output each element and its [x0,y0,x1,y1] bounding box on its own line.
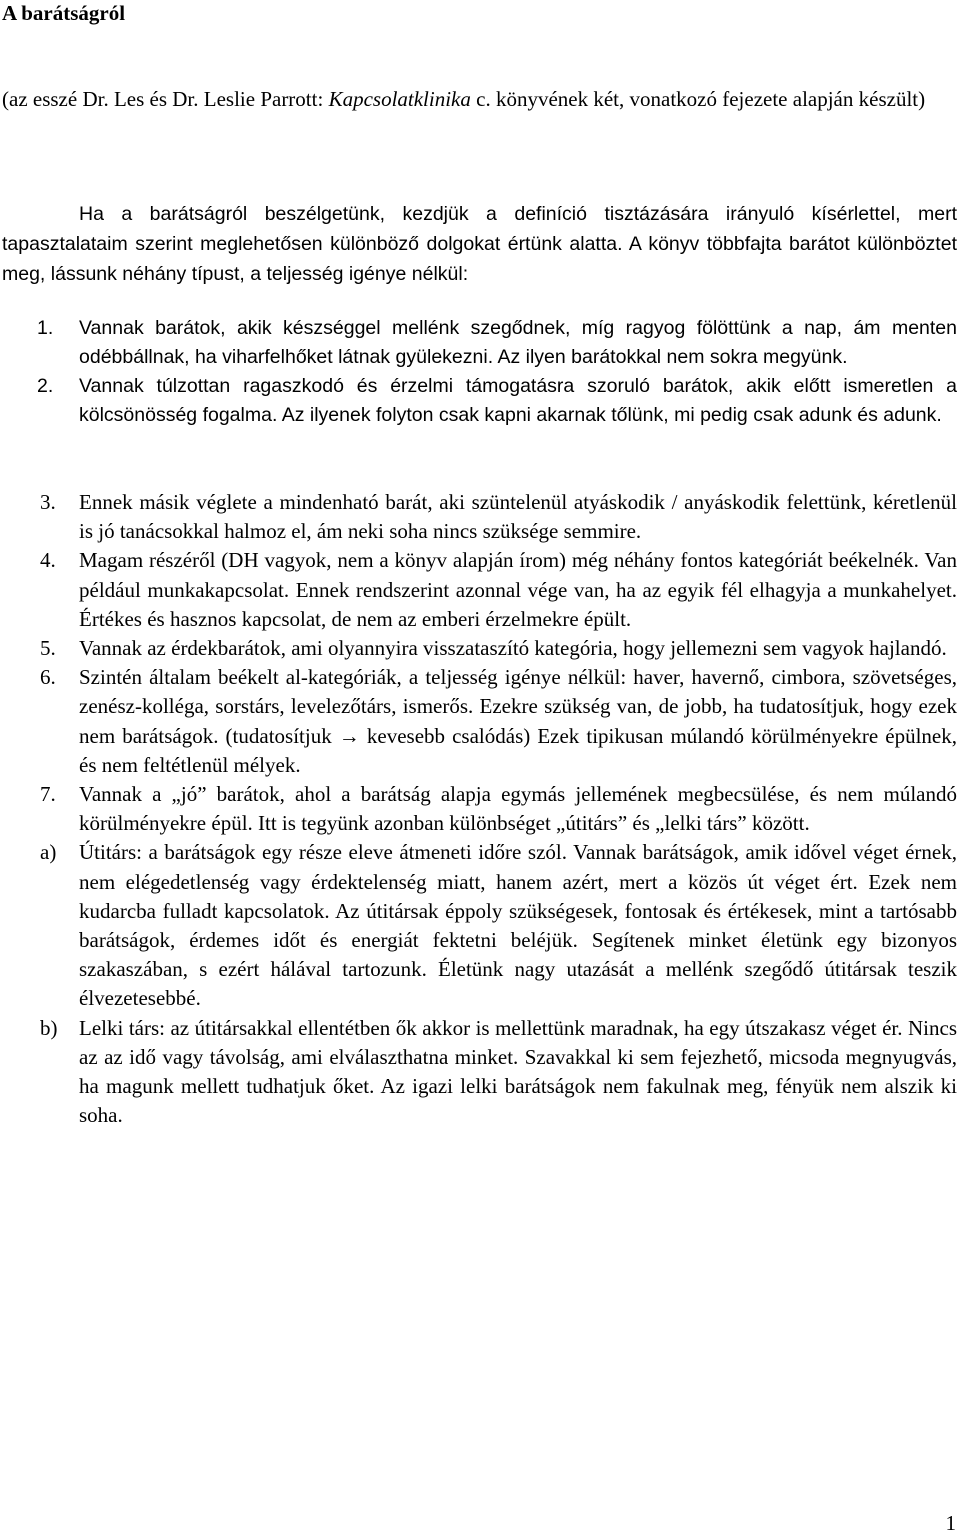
list-item-number: 6. [40,665,56,690]
list-item-number: 2. [37,375,54,397]
list-item-number: 1. [37,317,54,339]
list-item-number: 4. [40,548,56,573]
list-item [2,1014,957,1131]
list-item-text: Vannak az érdekbarátok, ami olyannyira visszataszító kategória, hogy jellemezni sem vagyok hajlandó. [79,636,947,661]
friend-types-list-serif [2,488,957,1130]
document-subtitle [2,83,957,115]
intro-paragraph: Ha a barátságról beszélgetünk, kezdjük a definíció tisztázására irányuló kísérlettel, mert tapasztalataim szerint meglehetősen különböző dolgokat értünk alatta. A könyv többfajta barátot különböztet meg, lássunk néhány típust, a teljesség igénye nélkül: [2,203,957,285]
list-item-text: Lelki társ: az útitársakkal ellentétben ők akkor is mellettünk maradnak, ha egy útszakasz véget ér. Nincs az az idő vagy távolság, ami elválaszthatna minket. Szavakkal ki sem fejezhető, micsoda megnyugvás, ha magunk mellett tudhatjuk őket. Az igazi lelki barátságok nem fakulnak meg, fényük nem alszik ki soha. [79,1015,957,1128]
list-item [2,634,957,663]
list-item-text: Ennek másik véglete a mindenható barát, aki szüntelenül atyáskodik / anyáskodik felettünk, kéretlenül is jó tanácsokkal halmoz el, ám neki soha nincs szüksége semmire. [79,490,957,544]
friend-types-list-sans [2,314,957,430]
list-item-number: 7. [40,782,56,807]
list-item-letter: b) [40,1015,58,1040]
list-item-letter: a) [40,840,57,865]
book-title: Kapcsolatklinika [328,87,471,111]
list-item [2,780,957,838]
list-item-number: 5. [40,636,56,661]
list-item-number: 3. [40,490,56,514]
subtitle-before: (az esszé Dr. Les és Dr. Leslie Parrott: [2,87,329,111]
document-title: A barátságról [2,1,126,25]
list-item-text: Útitárs: a barátságok egy része eleve átmeneti időre szól. Vannak barátságok, amik idővel véget érnek, nem elégedetlenség vagy érdektelenség miatt, hanem azért, mert a közös út véget ért. Ezek nem kudarcba fulladt kapcsolatok. Az útitársak éppoly szükségesek, fontosak és értékesek, mint a tartósabb barátságok, érdemes időt és energiát fektetni beléjük. Segítenek minket életünk egy bizonyos szakaszában, s ezért hálával tartozunk. Életünk nagy utazását a mellénk szegődő útitársak teszik élvezetesebbé. [79,840,957,1011]
list-item [2,314,957,372]
list-item [2,663,957,780]
list-item-text: Magam részéről (DH vagyok, nem a könyv alapján írom) még néhány fontos kategóriát beékelnék. Van például munkakapcsolat. Ennek rendszerint azonnal vége van, ha az egyik fél elhagyja a munkahelyet. Értékes és hasznos kapcsolat, de nem az emberi érzelmekre épült. [79,548,957,631]
list-item [2,372,957,430]
list-item-text: Szintén általam beékelt al-kategóriák, a teljesség igénye nélkül: haver, havernő, cimbora, szövetséges, zenész-kolléga, sorstárs, levelezőtárs, ismerős. Ezekre szükség van, de jobb, ha tudatosítjuk, hogy ezek nem barátságok. (tudatosítjuk → kevesebb csalódás) Ezek tipikusan múlandó körülményekre épülnek, és nem feltétlenül mélyek. [79,665,957,777]
page-number: 1 [945,1511,956,1535]
list-item [2,546,957,634]
subtitle-after: c. könyvének két, vonatkozó fejezete alapján készült) [470,87,926,111]
list-item [2,838,957,1013]
list-item-text: Vannak túlzottan ragaszkodó és érzelmi támogatásra szoruló barátok, akik előtt ismeretlen a kölcsönösség fogalma. Az ilyenek folyton csak kapni akarnak tőlünk, mi pedig csak adunk és adunk. [79,375,957,426]
list-item [2,488,957,546]
list-item-text: Vannak a „jó” barátok, ahol a barátság alapja egymás jellemének megbecsülése, és nem múlandó körülményekre épül. Itt is tegyünk azonban különbséget „útitárs” és „lelki társ” között. [79,782,957,836]
list-item-text: Vannak barátok, akik készséggel mellénk szegődnek, míg ragyog fölöttünk a nap, ám menten odébbállnak, ha viharfelhőket látnak gyülekezni. Az ilyen barátokkal nem sokra megyünk. [79,317,957,368]
